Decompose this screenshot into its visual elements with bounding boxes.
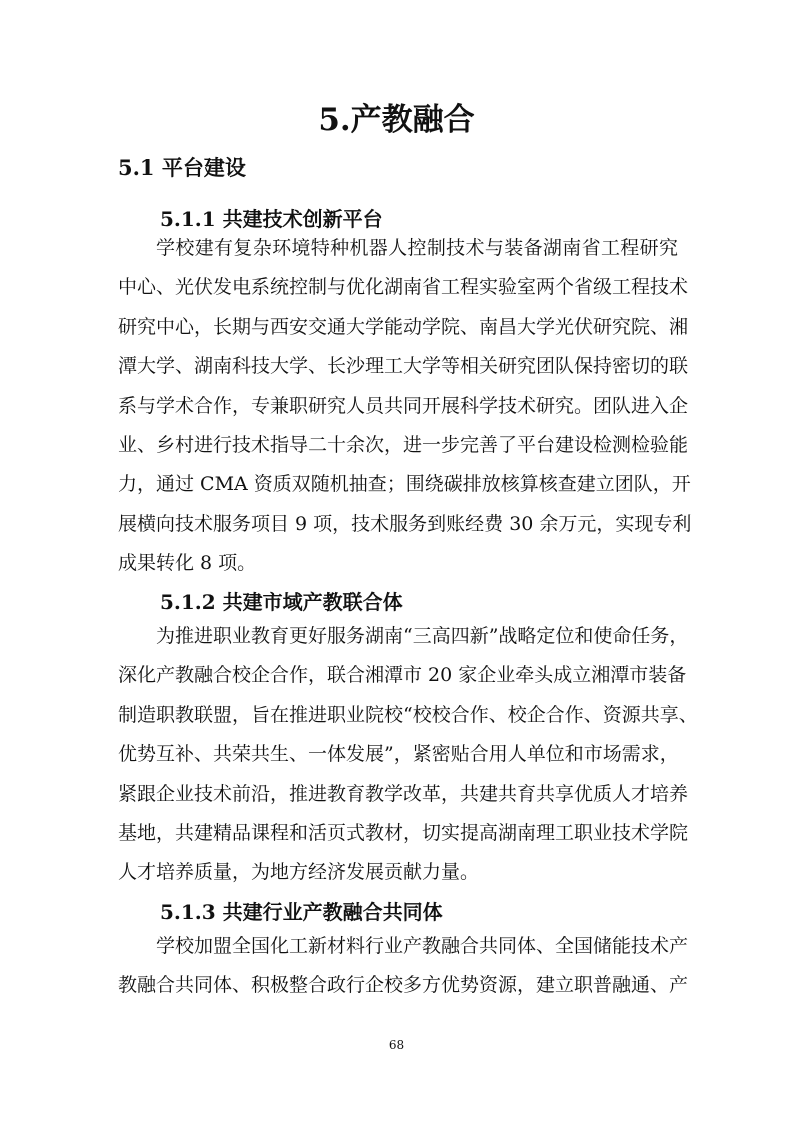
subsection-title-3: 5.1.3 共建行业产教融合共同体	[160, 900, 443, 924]
paragraph-1	[118, 229, 692, 584]
chapter-title: 5.产教融合	[318, 102, 475, 138]
paragraph-line: 基地，共建精品课程和活页式教材，切实提高湖南理工职业技术学院	[118, 822, 689, 845]
paragraph-line: 展横向技术服务项目 9 项，技术服务到账经费 30 余万元，实现专利	[118, 512, 692, 535]
paragraph-line: 优势互补、共荣共生、一体发展”，紧密贴合用人单位和市场需求，	[118, 743, 679, 766]
paragraph-line: 潭大学、湖南科技大学、长沙理工大学等相关研究团队保持密切的联	[118, 355, 689, 378]
paragraph-line: 教融合共同体、积极整合政行企校多方优势资源，建立职普融通、产	[118, 974, 689, 997]
section-title: 5.1 平台建设	[118, 155, 246, 180]
subsection-title-2: 5.1.2 共建市域产教联合体	[160, 590, 403, 614]
paragraph-line: 学校建有复杂环境特种机器人控制技术与装备湖南省工程研究	[156, 237, 678, 259]
paragraph-line: 为推进职业教育更好服务湖南“三高四新”战略定位和使命任务，	[156, 625, 689, 647]
paragraph-line: 业、乡村进行技术指导二十余次，进一步完善了平台建设检测检验能	[118, 434, 689, 457]
paragraph-line: 中心、光伏发电系统控制与优化湖南省工程实验室两个省级工程技术	[118, 276, 689, 299]
paragraph-line: 深化产教融合校企合作，联合湘潭市 20 家企业牵头成立湘潭市装备	[118, 664, 687, 687]
paragraph-line: 成果转化 8 项。	[118, 552, 257, 575]
page-number: 68	[388, 1038, 405, 1052]
paragraph-line: 学校加盟全国化工新材料行业产教融合共同体、全国储能技术产	[156, 935, 689, 957]
paragraph-line: 人才培养质量，为地方经济发展贡献力量。	[118, 861, 480, 884]
paragraph-line: 力，通过 CMA 资质双随机抽查；围绕碳排放核算核查建立团队，开	[118, 473, 691, 496]
paragraph-line: 系与学术合作，专兼职研究人员共同开展科学技术研究。团队进入企	[118, 394, 689, 417]
paragraph-3	[118, 927, 689, 1006]
paragraph-line: 制造职教联盟，旨在推进职业院校“校校合作、校企合作、资源共享、	[118, 703, 698, 726]
subsection-title-1: 5.1.1 共建技术创新平台	[160, 207, 383, 231]
paragraph-line: 紧跟企业技术前沿，推进教育教学改革，共建共育共享优质人才培养	[118, 782, 689, 805]
paragraph-line: 研究中心，长期与西安交通大学能动学院、南昌大学光伏研究院、湘	[118, 315, 689, 338]
paragraph-2	[118, 617, 698, 893]
